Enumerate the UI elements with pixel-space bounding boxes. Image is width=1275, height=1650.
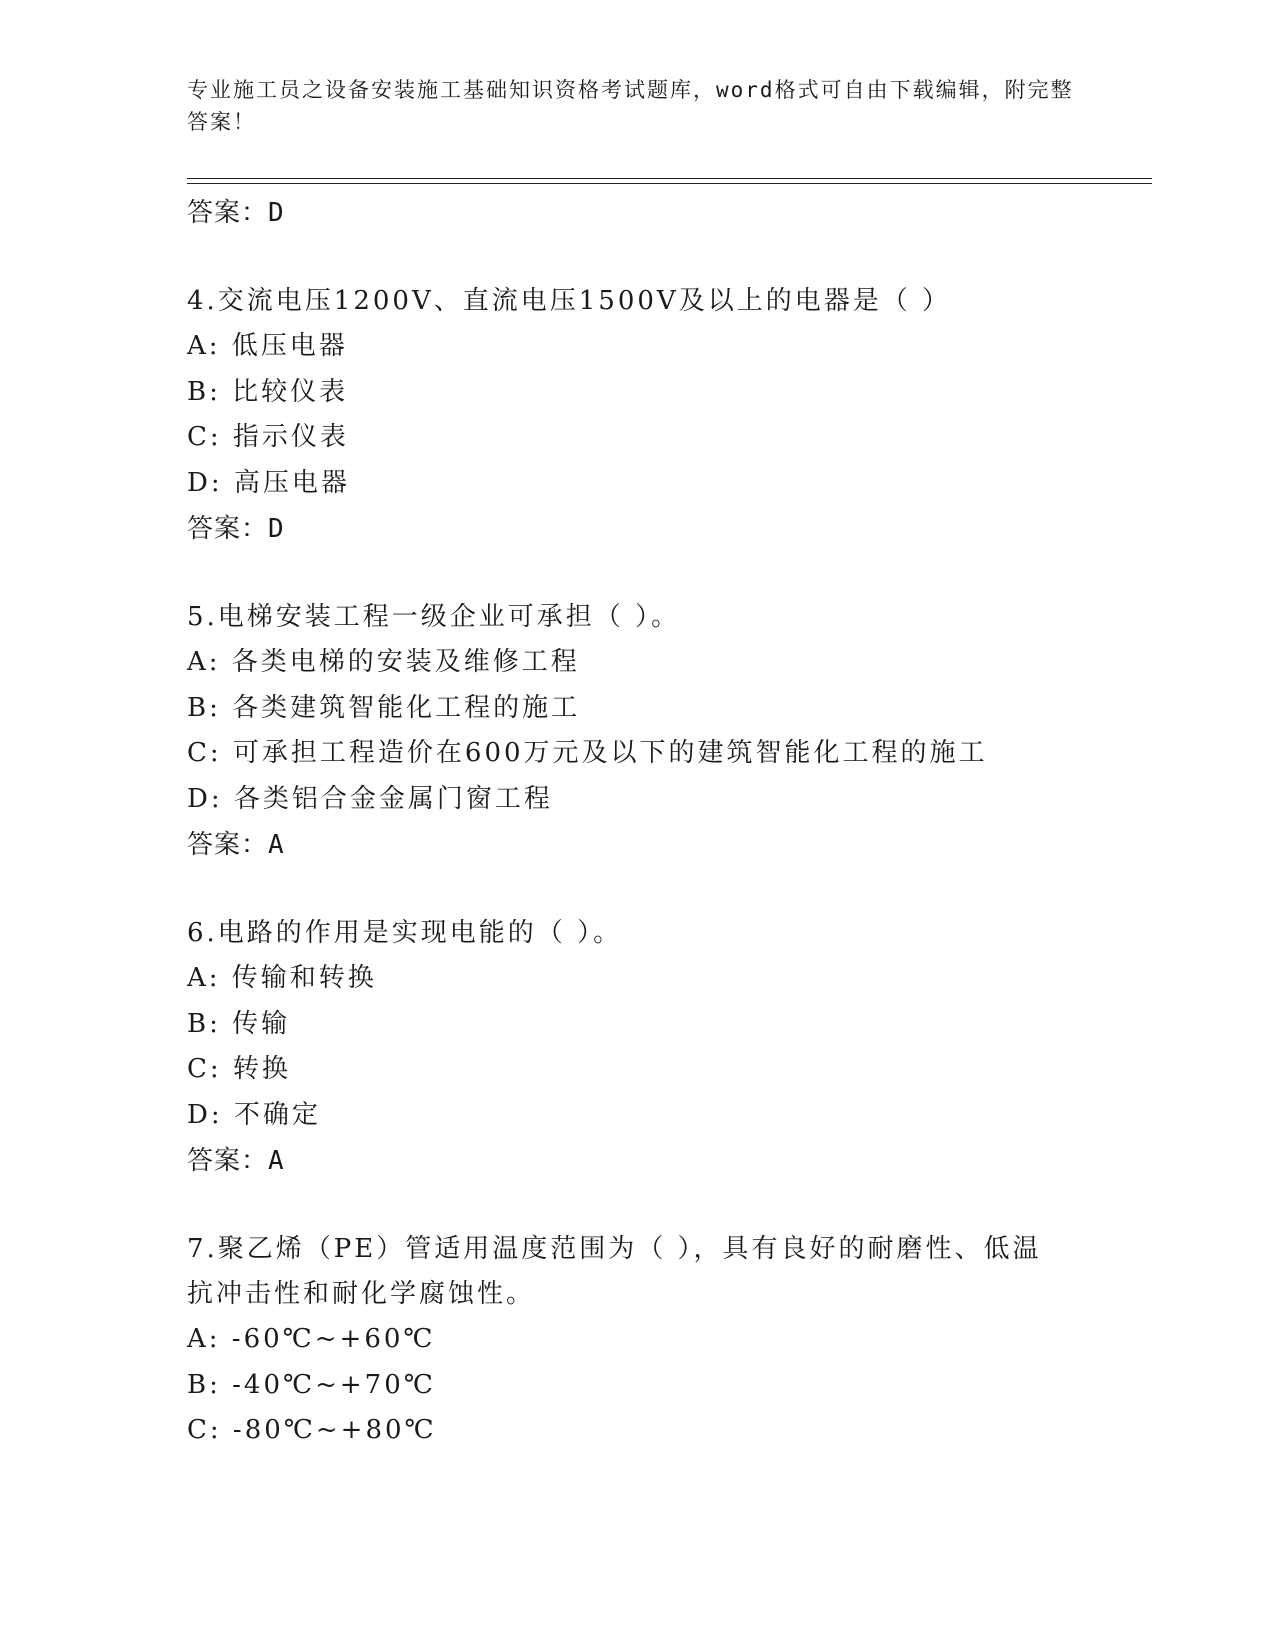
option-b: B: 各类建筑智能化工程的施工 — [187, 692, 581, 723]
document-header: 专业施工员之设备安装施工基础知识资格考试题库，word格式可自由下载编辑，附完整答案！ — [187, 78, 1074, 134]
option-a: A: -60℃~+60℃ — [187, 1324, 436, 1354]
option-d: D: 不确定 — [187, 1099, 321, 1130]
option-c: C: 指示仪表 — [187, 422, 349, 452]
question-item — [187, 1227, 1087, 1454]
option-b: B: -40℃~+70℃ — [187, 1369, 436, 1400]
header-divider — [187, 178, 1152, 179]
question-stem: 4.交流电压1200V、直流电压1500V及以上的电器是（ ） — [187, 286, 951, 316]
answer-line: 答案：A — [187, 830, 285, 860]
option-d: D: 高压电器 — [187, 467, 350, 498]
question-stem: 5.电梯安装工程一级企业可承担（ ）。 — [187, 602, 681, 632]
option-a: A: 各类电梯的安装及维修工程 — [187, 647, 580, 677]
option-b: B: 传输 — [187, 1008, 291, 1039]
question-stem: 7.聚乙烯（PE）管适用温度范围为（ ），具有良好的耐磨性、低温抗冲击性和耐化学腐蚀性。 — [187, 1234, 1042, 1309]
question-list — [187, 190, 1087, 1454]
question-stem: 6.电路的作用是实现电能的（ ）。 — [187, 918, 623, 948]
question-item — [187, 279, 1087, 552]
answer-line: 答案：A — [187, 1146, 285, 1176]
option-a: A: 传输和转换 — [187, 963, 377, 993]
answer-line: 答案：D — [187, 198, 285, 228]
option-d: D: 各类铝合金金属门窗工程 — [187, 783, 553, 814]
answer-line: 答案：D — [187, 514, 285, 544]
option-b: B: 比较仪表 — [187, 376, 349, 407]
question-item — [187, 911, 1087, 1184]
question-item — [187, 595, 1087, 868]
option-c: C: 转换 — [187, 1054, 291, 1084]
option-a: A: 低压电器 — [187, 331, 348, 361]
header-divider-secondary — [187, 183, 1152, 184]
option-c: C: 可承担工程造价在600万元及以下的建筑智能化工程的施工 — [187, 738, 988, 768]
option-c: C: -80℃~+80℃ — [187, 1415, 437, 1445]
